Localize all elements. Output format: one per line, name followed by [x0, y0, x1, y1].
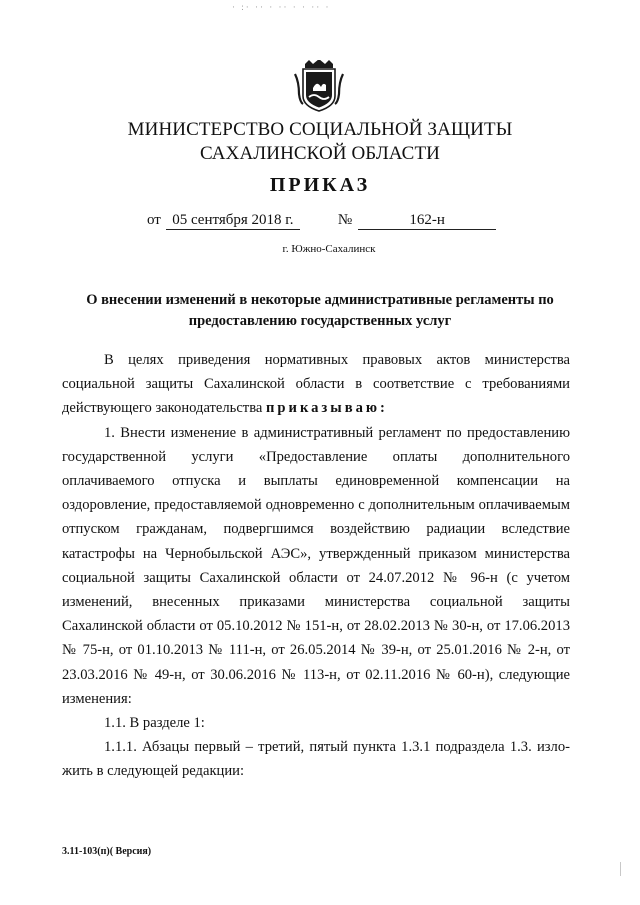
order-number: 162-н	[358, 212, 496, 230]
order-subject: О внесении изменений в некоторые административные регламенты по предоставлению государственных услуг	[86, 292, 554, 329]
city-name: г. Южно-Сахалинск	[282, 243, 376, 255]
order-date-number-line	[147, 212, 496, 230]
scan-noise: · :· ·· · ·· · · ·· ·	[232, 2, 331, 12]
ministry-line-2: САХАЛИНСКОЙ ОБЛАСТИ	[199, 143, 440, 164]
paragraph-item-1-1: 1.1. В разделе 1:	[104, 715, 205, 732]
footer-document-code: 3.11-103(п)( Версия)	[62, 846, 152, 857]
order-keyword: приказываю:	[266, 400, 388, 417]
order-body	[62, 348, 570, 784]
order-date: 05 сентября 2018 г.	[166, 212, 300, 230]
preamble-text: В целях приведения нормативных правовых актов министерства социальной защиты Сахалинской области в соответствие с требованиями действующего законодательства	[62, 352, 570, 417]
document-type-title: ПРИКАЗ	[269, 174, 371, 196]
coat-of-arms-icon	[293, 60, 345, 112]
scan-edge-mark	[620, 862, 621, 876]
ministry-name	[0, 118, 640, 166]
paragraph-item-1-1-1: 1.1.1. Абзацы первый – третий, пятый пункта 1.3.1 подраздела 1.3. изло-жить в следующей редакции:	[62, 739, 570, 780]
from-label: от	[147, 212, 161, 228]
number-label: №	[337, 212, 353, 228]
ministry-line-1: МИНИСТЕРСТВО СОЦИАЛЬНОЙ ЗАЩИТЫ	[127, 119, 513, 140]
paragraph-item-1: 1. Внести изменение в административный регламент по предоставлению государственной услуги «Предоставление оплаты дополнительного оплачиваемого отпуска и выплаты единовременной компенсации на оздоровление, предоставляемой одновременно с дополнительным оплачиваемым отпуском гражданам, подвергшимся воздействию радиации вследствие катастрофы на Чернобыльской АЭС», утвержденный приказом министерства социальной защиты Сахалинской области от 24.07.2012 № 96-н (с учетом изменений, внесенных приказами министерства социальной защиты Сахалинской области от 05.10.2012 № 151-н, от 28.02.2013 № 30-н, от 17.06.2013 № 75-н, от 01.10.2013 № 111-н, от 26.05.2014 № 39-н, от 25.01.2016 № 2-н, от 23.03.2016 № 49-н, от 30.06.2016 № 113-н, от 02.11.2016 № 60-н), следующие изменения:	[62, 424, 570, 707]
preamble-paragraph	[62, 348, 570, 421]
